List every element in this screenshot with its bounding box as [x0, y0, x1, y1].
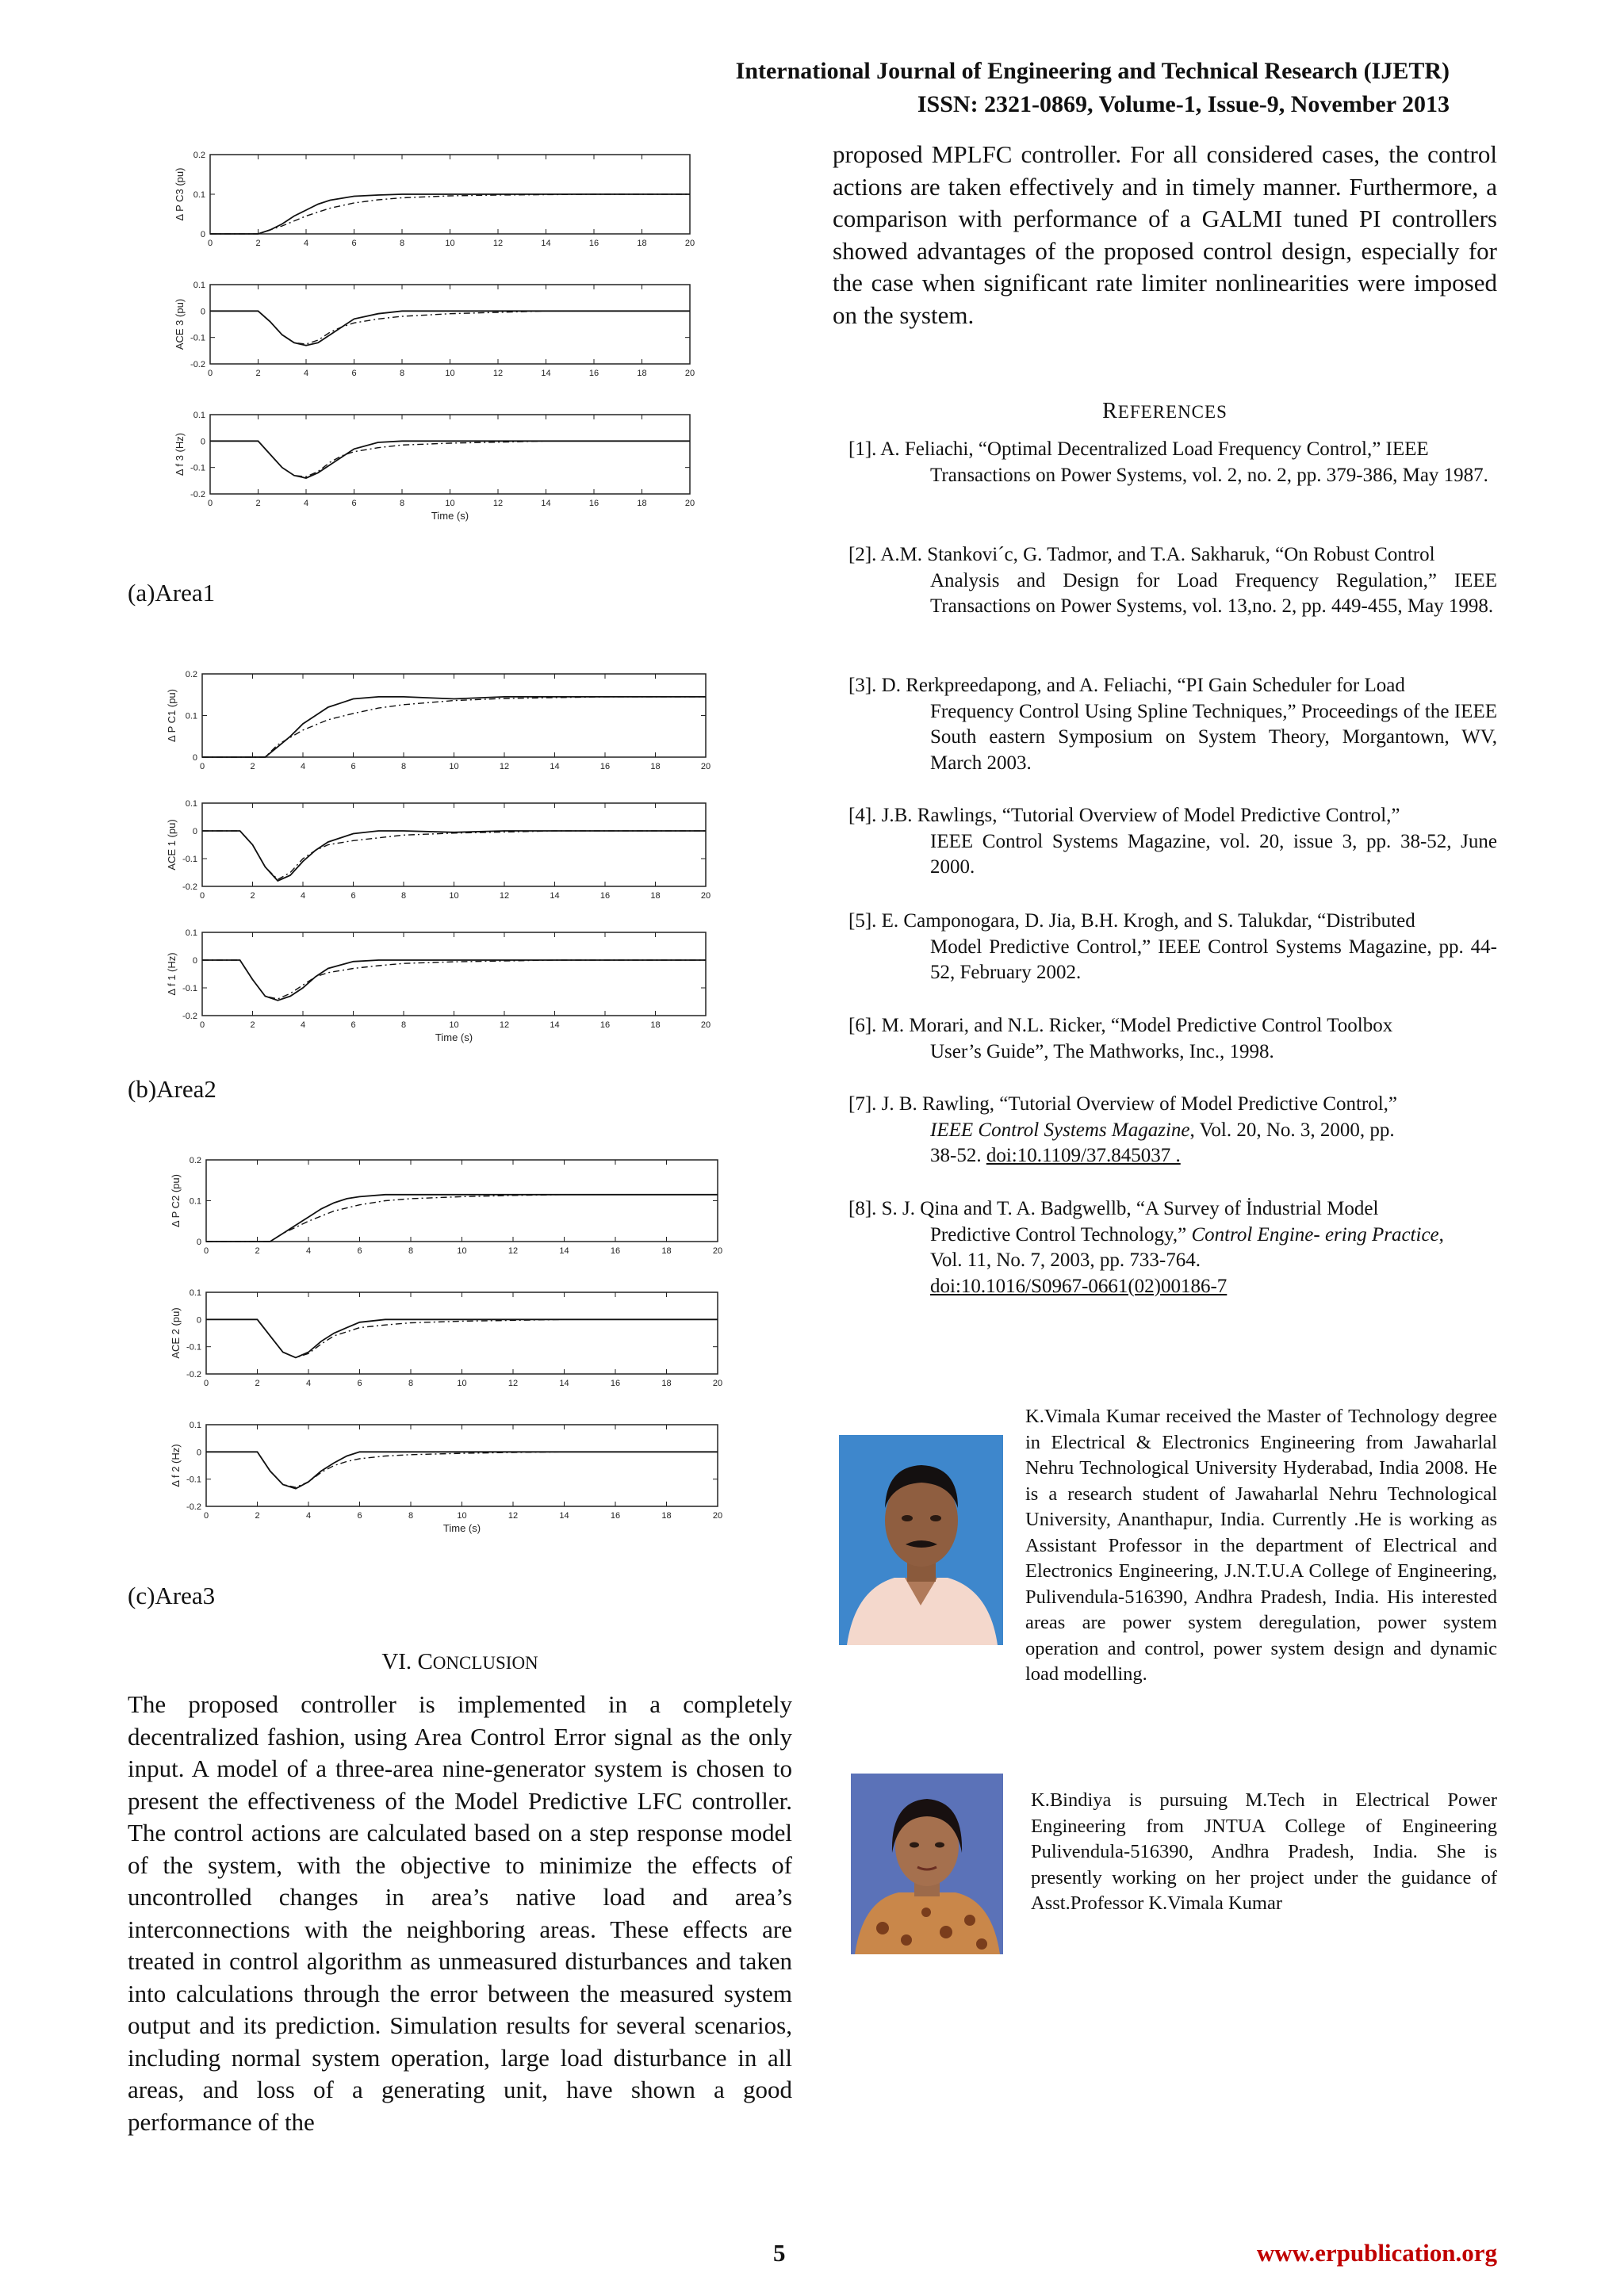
x-tick-label: 2	[250, 1020, 255, 1030]
y-tick-label: -0.2	[182, 882, 197, 892]
series-line-dash-dot	[210, 194, 690, 234]
references-heading-rest: EFERENCES	[1117, 402, 1228, 422]
y-axis-label: ACE 3 (pu)	[174, 298, 186, 350]
x-tick-label: 8	[399, 499, 405, 508]
x-tick-label: 4	[300, 1020, 306, 1030]
series-line-solid	[210, 194, 690, 234]
x-tick-label: 16	[610, 1379, 621, 1388]
x-tick-label: 18	[650, 891, 661, 901]
x-tick-label: 12	[508, 1246, 519, 1256]
x-tick-label: 2	[255, 1379, 260, 1388]
references-heading	[833, 399, 1497, 424]
x-tick-label: 18	[637, 369, 647, 378]
x-tick-label: 10	[457, 1246, 467, 1256]
y-tick-label: 0.1	[189, 1421, 201, 1430]
series-line-solid	[206, 1195, 718, 1242]
y-tick-label: 0.2	[185, 670, 197, 679]
x-tick-label: 12	[492, 239, 504, 248]
x-tick-label: 0	[203, 1246, 209, 1256]
y-tick-label: -0.2	[186, 1370, 201, 1380]
series-line-solid	[210, 441, 690, 478]
x-tick-label: 18	[650, 1020, 661, 1030]
x-tick-label: 20	[700, 891, 711, 901]
x-tick-label: 12	[499, 762, 510, 771]
x-tick-label: 4	[300, 762, 306, 771]
x-axis-label: Time (s)	[442, 1522, 481, 1534]
x-tick-label: 4	[300, 891, 306, 901]
x-tick-label: 10	[457, 1511, 467, 1521]
series-line-solid	[202, 831, 706, 881]
y-tick-label: 0	[192, 827, 197, 836]
subplot-3	[170, 1421, 722, 1521]
x-tick-label: 2	[250, 891, 255, 901]
x-tick-label: 20	[700, 1020, 711, 1030]
x-tick-label: 14	[559, 1511, 569, 1521]
plot-frame	[202, 674, 706, 757]
y-tick-label: 0	[196, 1238, 201, 1247]
subplot-2	[170, 1288, 722, 1388]
x-tick-label: 18	[637, 239, 647, 248]
y-tick-label: -0.2	[182, 1012, 197, 1021]
x-tick-label: 16	[599, 1020, 611, 1030]
x-tick-label: 12	[499, 1020, 510, 1030]
reference-item: [3]. D. Rerkpreedapong, and A. Feliachi, “PI Gain Scheduler for Load Frequency Control Using Spline Techniques,” Proceedings of the IEEE South eastern Symposium on System Theory, Morgantown, WV, March 2003.	[848, 675, 1497, 774]
y-axis-label: ACE 1 (pu)	[166, 819, 178, 871]
series-line-solid	[202, 960, 706, 1001]
y-tick-label: 0.2	[189, 1156, 201, 1165]
y-tick-label: -0.1	[190, 333, 205, 343]
x-tick-label: 10	[449, 891, 459, 901]
y-tick-label: -0.2	[190, 490, 205, 499]
reference-item: [5]. E. Camponogara, D. Jia, B.H. Krogh, and S. Talukdar, “Distributed Model Predictive Control,” IEEE Control Systems Magazine, pp. 44-52, February 2002.	[848, 910, 1497, 983]
x-axis-label: Time (s)	[431, 510, 469, 522]
author-photo-vimala	[839, 1435, 1003, 1645]
x-tick-label: 10	[445, 499, 455, 508]
x-tick-label: 18	[650, 762, 661, 771]
subplot-1	[174, 151, 695, 248]
journal-title: International Journal of Engineering and Technical Research (IJETR)	[735, 58, 1450, 84]
doi-link[interactable]: doi:10.1109/37.845037 .	[986, 1145, 1181, 1166]
x-tick-label: 2	[255, 369, 261, 378]
x-tick-label: 16	[588, 499, 599, 508]
y-axis-label: Δ f 1 (Hz)	[166, 952, 178, 996]
x-tick-label: 8	[408, 1511, 414, 1521]
series-line-dash-dot	[202, 697, 706, 757]
reference-item: [6]. M. Morari, and N.L. Ricker, “Model Predictive Control Toolbox User’s Guide”, The Mathworks, Inc., 1998.	[848, 1015, 1393, 1062]
y-tick-label: -0.2	[190, 360, 205, 369]
y-tick-label: 0	[196, 1448, 201, 1458]
y-tick-label: 0	[200, 307, 205, 317]
x-tick-label: 14	[541, 499, 551, 508]
plot-frame	[202, 932, 706, 1016]
issn-line: ISSN: 2321-0869, Volume-1, Issue-9, November 2013	[917, 91, 1450, 117]
x-tick-label: 6	[350, 891, 356, 901]
y-axis-label: Δ f 2 (Hz)	[170, 1444, 182, 1487]
reference-item: [1]. A. Feliachi, “Optimal Decentralized Load Frequency Control,” IEEE Transactions on Power Systems, vol. 2, no. 2, pp. 379-386, May 1987.	[848, 438, 1488, 486]
x-tick-label: 20	[712, 1246, 723, 1256]
x-tick-label: 10	[449, 762, 459, 771]
y-tick-label: 0.1	[193, 411, 205, 420]
subplot-3	[166, 928, 710, 1030]
x-tick-label: 16	[588, 239, 599, 248]
x-tick-label: 12	[492, 499, 504, 508]
x-tick-label: 14	[550, 762, 560, 771]
x-tick-label: 8	[400, 762, 407, 771]
x-tick-label: 0	[199, 1020, 205, 1030]
x-tick-label: 2	[250, 762, 255, 771]
y-axis-label: Δ P C1 (pu)	[166, 689, 178, 742]
x-tick-label: 4	[303, 499, 309, 508]
x-tick-label: 0	[203, 1511, 209, 1521]
series-line-dash-dot	[206, 1452, 718, 1487]
conclusion-heading-rest: ONCLUSION	[432, 1653, 538, 1673]
x-axis-label: Time (s)	[435, 1031, 473, 1043]
y-tick-label: -0.1	[182, 855, 197, 864]
conclusion-continuation: proposed MPLFC controller. For all considered cases, the control actions are taken effectively and in timely manner. Furthermore, a comparison with performance of a GALMI tuned PI controllers showed advantages of the proposed control design, especially for the case when significant rate limiter nonlinearities were imposed on the system.	[833, 140, 1497, 329]
bio-vimala: K.Vimala Kumar received the Master of Technology degree in Electrical & Electronics Engineering from Jawaharlal Nehru Technological University Hyderabad, India 2008. He is a research student of Jawaharlal Nehru Technological University, Ananthapur, India. Currently .He is working as Assistant Professor in the department of Electrical and Electronics Engineering, J.N.T.U.A College of Engineering, Pulivendula-516390, Andhra Pradesh, India. His interested areas are power system deregulation, power system operation and control, power system design and dynamic load modelling.	[1025, 1406, 1497, 1685]
subplot-2	[174, 281, 695, 378]
conclusion-heading	[128, 1649, 792, 1675]
x-tick-label: 0	[203, 1379, 209, 1388]
x-tick-label: 14	[550, 1020, 560, 1030]
x-tick-label: 18	[661, 1379, 672, 1388]
plot-frame	[202, 803, 706, 886]
y-tick-label: 0.1	[193, 190, 205, 200]
x-tick-label: 6	[350, 762, 356, 771]
y-tick-label: 0	[192, 753, 197, 763]
series-line-solid	[206, 1452, 718, 1488]
y-tick-label: 0.1	[189, 1288, 201, 1298]
y-tick-label: 0.1	[185, 799, 197, 809]
x-tick-label: 6	[351, 369, 357, 378]
y-tick-label: 0.2	[193, 151, 205, 160]
x-tick-label: 4	[303, 369, 309, 378]
y-tick-label: 0	[200, 230, 205, 239]
subplot-1	[170, 1156, 722, 1256]
x-tick-label: 12	[499, 891, 510, 901]
x-tick-label: 8	[400, 891, 407, 901]
x-tick-label: 6	[357, 1511, 362, 1521]
x-tick-label: 2	[255, 1511, 260, 1521]
plot-frame	[206, 1425, 718, 1506]
x-tick-label: 0	[199, 762, 205, 771]
x-tick-label: 4	[305, 1379, 312, 1388]
y-axis-label: Δ P C2 (pu)	[170, 1174, 182, 1227]
x-tick-label: 18	[661, 1511, 672, 1521]
x-tick-label: 12	[508, 1379, 519, 1388]
plot-frame	[206, 1160, 718, 1242]
x-tick-label: 18	[661, 1246, 672, 1256]
y-tick-label: 0.1	[193, 281, 205, 290]
x-tick-label: 6	[350, 1020, 356, 1030]
x-tick-label: 20	[684, 499, 695, 508]
x-tick-label: 14	[541, 369, 551, 378]
x-tick-label: 14	[550, 891, 560, 901]
x-tick-label: 8	[408, 1379, 414, 1388]
x-tick-label: 8	[400, 1020, 407, 1030]
x-tick-label: 8	[408, 1246, 414, 1256]
x-tick-label: 0	[207, 499, 213, 508]
x-tick-label: 18	[637, 499, 647, 508]
x-tick-label: 4	[305, 1511, 312, 1521]
y-tick-label: 0.1	[189, 1196, 201, 1207]
x-tick-label: 10	[445, 369, 455, 378]
references-heading-first: R	[1102, 399, 1118, 423]
series-line-solid	[206, 1319, 718, 1357]
conclusion-heading-first: C	[417, 1649, 433, 1674]
subplot-3	[174, 411, 695, 508]
plot-frame	[210, 415, 690, 494]
author-photo-bindiya	[851, 1774, 1003, 1954]
x-tick-label: 0	[207, 239, 213, 248]
reference-item: [8]. S. J. Qina and T. A. Badgwellb, “A Survey of İndustrial Model Predictive Control Technology,” Control Engine- ering Practice, Vol. 11, No. 7, 2003, pp. 733-764. doi:10.1016/S0967-0661(02)00186-7	[848, 1198, 1444, 1297]
x-tick-label: 16	[599, 891, 611, 901]
y-axis-label: Δ f 3 (Hz)	[174, 432, 186, 476]
reference-item: [4]. J.B. Rawlings, “Tutorial Overview of Model Predictive Control,” IEEE Control Systems Magazine, vol. 20, issue 3, pp. 38-52, June 2000.	[848, 805, 1497, 878]
x-tick-label: 20	[700, 762, 711, 771]
series-line-dash-dot	[210, 441, 690, 476]
x-tick-label: 4	[305, 1246, 312, 1256]
x-tick-label: 10	[449, 1020, 459, 1030]
plot-frame	[206, 1292, 718, 1374]
caption-area2: (b)Area2	[128, 1075, 216, 1103]
x-tick-label: 2	[255, 499, 261, 508]
y-tick-label: -0.1	[182, 984, 197, 993]
x-tick-label: 16	[599, 762, 611, 771]
conclusion-text: The proposed controller is implemented in a completely decentralized fashion, using Area Control Error signal as the only input. A model of a three-area nine-generator system is chosen to present the effectiveness of the Model Predictive LFC controller. The control actions are calculated based on a step response model of the system, with the objective to minimize the effects of uncontrolled changes in area’s native load and area’s interconnections with the neighboring areas. These effects are treated in control algorithm as unmeasured disturbances and taken into calculations through the error between the measured system output and its prediction. Simulation results for several scenarios, including normal system operation, large load disturbance in all areas, and loss of a generating unit, have shown a good performance of the	[128, 1690, 792, 2136]
series-line-dash-dot	[210, 311, 690, 344]
subplot-2	[166, 799, 710, 901]
x-tick-label: 0	[207, 369, 213, 378]
x-tick-label: 14	[541, 239, 551, 248]
x-tick-label: 10	[445, 239, 455, 248]
series-line-dash-dot	[202, 960, 706, 999]
x-tick-label: 16	[610, 1246, 621, 1256]
conclusion-heading-num: VI.	[381, 1649, 412, 1674]
x-tick-label: 6	[357, 1246, 362, 1256]
x-tick-label: 6	[351, 239, 357, 248]
series-line-solid	[210, 311, 690, 345]
x-tick-label: 4	[303, 239, 309, 248]
reference-item: [2]. A.M. Stankovi´c, G. Tadmor, and T.A. Sakharuk, “On Robust Control Analysis and Design for Load Frequency Regulation,” IEEE Transactions on Power Systems, vol. 13,no. 2, pp. 449-455, May 1998.	[848, 544, 1497, 617]
footer-site-link[interactable]: www.erpublication.org	[1256, 2239, 1497, 2267]
x-tick-label: 8	[399, 369, 405, 378]
x-tick-label: 14	[559, 1379, 569, 1388]
y-tick-label: -0.1	[186, 1342, 201, 1353]
figure-area1	[151, 147, 706, 535]
bio-bindiya: K.Bindiya is pursuing M.Tech in Electrical Power Engineering from JNTUA College of Engineering Pulivendula-516390, Andhra Pradesh, India. She is presently working on her project under the guidance of Asst.Professor K.Vimala Kumar	[1031, 1789, 1497, 1914]
y-tick-label: -0.1	[186, 1475, 201, 1485]
x-tick-label: 12	[492, 369, 504, 378]
series-line-dash-dot	[206, 1195, 718, 1242]
y-tick-label: 0	[192, 956, 197, 966]
y-tick-label: 0	[196, 1315, 201, 1326]
x-tick-label: 2	[255, 239, 261, 248]
figure-area2	[151, 664, 726, 1077]
figure-area3	[151, 1152, 737, 1584]
x-tick-label: 6	[351, 499, 357, 508]
y-tick-label: 0.1	[185, 711, 197, 721]
series-line-solid	[202, 697, 706, 757]
caption-area1: (a)Area1	[128, 579, 216, 607]
page-number: 5	[773, 2239, 786, 2267]
x-tick-label: 20	[712, 1511, 723, 1521]
x-tick-label: 20	[684, 239, 695, 248]
x-tick-label: 0	[199, 891, 205, 901]
x-tick-label: 16	[610, 1511, 621, 1521]
x-tick-label: 2	[255, 1246, 260, 1256]
x-tick-label: 8	[399, 239, 405, 248]
x-tick-label: 20	[712, 1379, 723, 1388]
y-tick-label: 0	[200, 437, 205, 447]
plot-frame	[210, 285, 690, 364]
doi-link[interactable]: doi:10.1016/S0967-0661(02)00186-7	[930, 1275, 1228, 1297]
x-tick-label: 6	[357, 1379, 362, 1388]
y-tick-label: -0.2	[186, 1502, 201, 1512]
x-tick-label: 20	[684, 369, 695, 378]
x-tick-label: 12	[508, 1511, 519, 1521]
y-axis-label: Δ P C3 (pu)	[174, 167, 186, 221]
y-axis-label: ACE 2 (pu)	[170, 1307, 182, 1359]
x-tick-label: 14	[559, 1246, 569, 1256]
y-tick-label: 0.1	[185, 928, 197, 938]
subplot-1	[166, 670, 710, 771]
x-tick-label: 10	[457, 1379, 467, 1388]
y-tick-label: -0.1	[190, 463, 205, 473]
x-tick-label: 16	[588, 369, 599, 378]
series-line-dash-dot	[202, 831, 706, 879]
reference-item: [7]. J. B. Rawling, “Tutorial Overview of Model Predictive Control,” IEEE Control Systems Magazine, Vol. 20, No. 3, 2000, pp. 38-52. doi:10.1109/37.845037 .	[848, 1093, 1398, 1166]
caption-area3: (c)Area3	[128, 1582, 216, 1609]
